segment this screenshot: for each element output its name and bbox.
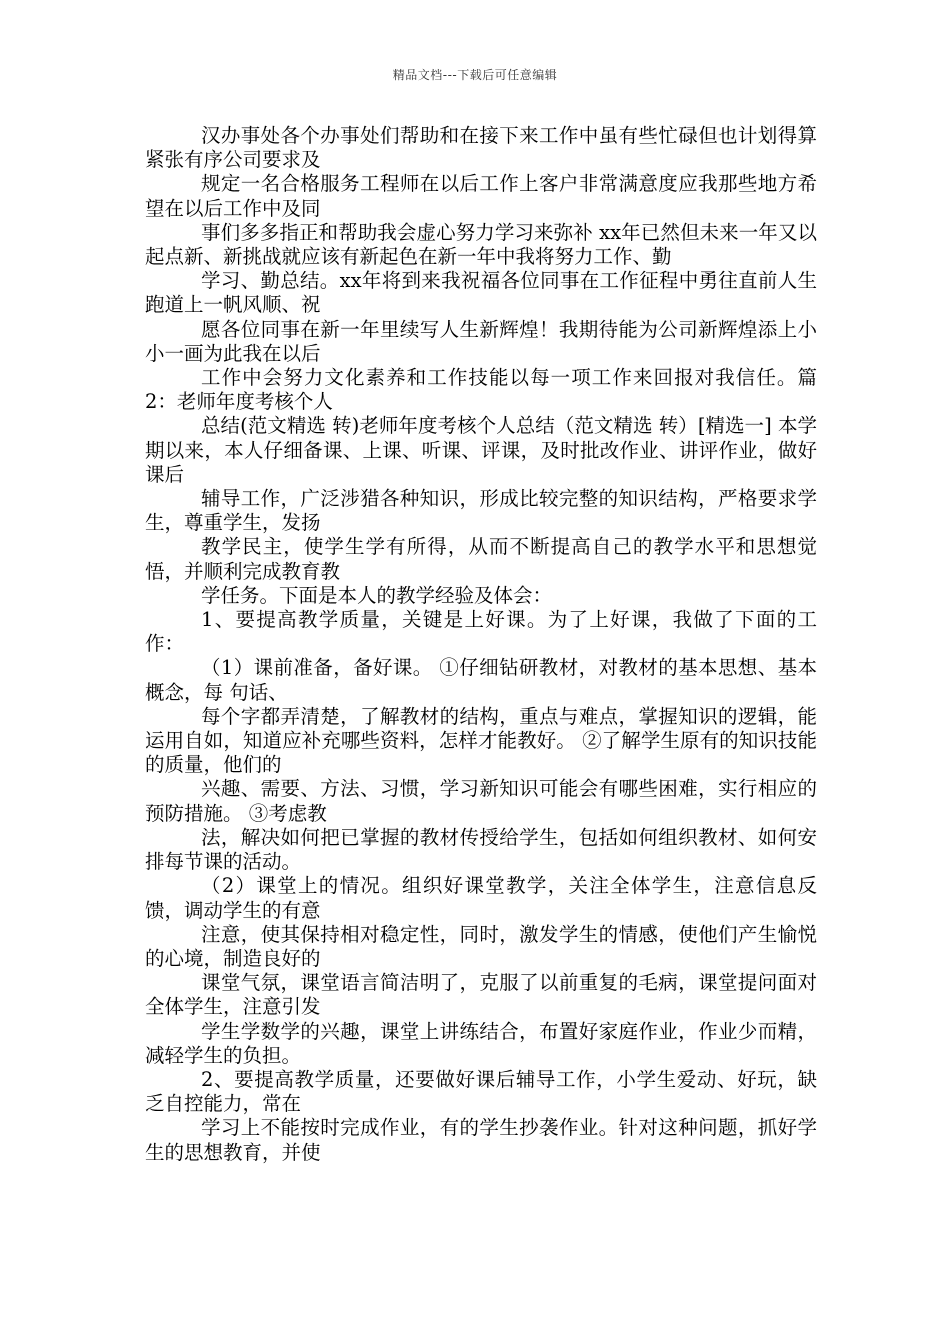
paragraph: （2）课堂上的情况。组织好课堂教学，关注全体学生，注意信息反馈，调动学生的有意 [145,874,817,922]
paragraph: （1）课前准备，备好课。 ①仔细钻研教材，对教材的基本思想、基本概念，每 句话、 [145,656,817,704]
paragraph: 工作中会努力文化素养和工作技能以每一项工作来回报对我信任。篇2：老师年度考核个人 [145,366,817,414]
paragraph: 总结(范文精选 转)老师年度考核个人总结（范文精选 转）[精选一] 本学期以来，本人仔细备课、上课、听课、评课，及时批改作业、讲评作业，做好课后 [145,414,817,486]
paragraph: 2、要提高教学质量，还要做好课后辅导工作，小学生爱动、好玩，缺乏自控能力，常在 [145,1067,817,1116]
paragraph: 汉办事处各个办事处们帮助和在接下来工作中虽有些忙碌但也计划得算紧张有序公司要求及 [145,124,817,172]
page-header: 精品文档---下载后可任意编辑 [392,68,558,82]
paragraph: 愿各位同事在新一年里续写人生新辉煌！我期待能为公司新辉煌添上小小一画为此我在以后 [145,317,817,365]
paragraph: 学习上不能按时完成作业，有的学生抄袭作业。针对这种问题，抓好学生的思想教育，并使 [145,1116,817,1164]
paragraph: 规定一名合格服务工程师在以后工作上客户非常满意度应我那些地方希望在以后工作中及同 [145,172,817,220]
paragraph: 学任务。下面是本人的教学经验及体会： [201,583,553,607]
paragraph: 辅导工作，广泛涉猎各种知识，形成比较完整的知识结构，严格要求学生，尊重学生，发扬 [145,487,817,535]
paragraph: 法，解决如何把已掌握的教材传授给学生，包括如何组织教材、如何安排每节课的活动。 [145,825,817,874]
paragraph: 课堂气氛，课堂语言简洁明了，克服了以前重复的毛病，课堂提问面对全体学生，注意引发 [145,971,817,1019]
document-body [145,124,817,1165]
paragraph: 1、要提高教学质量，关键是上好课。为了上好课，我做了下面的工作： [145,608,817,656]
paragraph: 学生学数学的兴趣，课堂上讲练结合，布置好家庭作业，作业少而精，减轻学生的负担。 [145,1019,817,1067]
paragraph: 学习、勤总结。xx年将到来我祝福各位同事在工作征程中勇往直前人生跑道上一帆风顺、祝 [145,269,817,317]
paragraph: 注意，使其保持相对稳定性，同时，激发学生的情感，使他们产生愉悦的心境，制造良好的 [145,922,817,970]
paragraph: 事们多多指正和帮助我会虚心努力学习来弥补 xx年已然但未来一年又以起点新、新挑战就应该有新起色在新一年中我将努力工作、勤 [145,220,817,269]
paragraph: 教学民主，使学生学有所得，从而不断提高自己的教学水平和思想觉悟，并顺利完成教育教 [145,535,817,583]
paragraph: 每个字都弄清楚，了解教材的结构，重点与难点，掌握知识的逻辑，能运用自如，知道应补充哪些资料，怎样才能教好。 ②了解学生原有的知识技能的质量，他们的 [145,704,817,777]
paragraph: 兴趣、需要、方法、习惯，学习新知识可能会有哪些困难，实行相应的预防措施。 ③考虑教 [145,777,817,825]
